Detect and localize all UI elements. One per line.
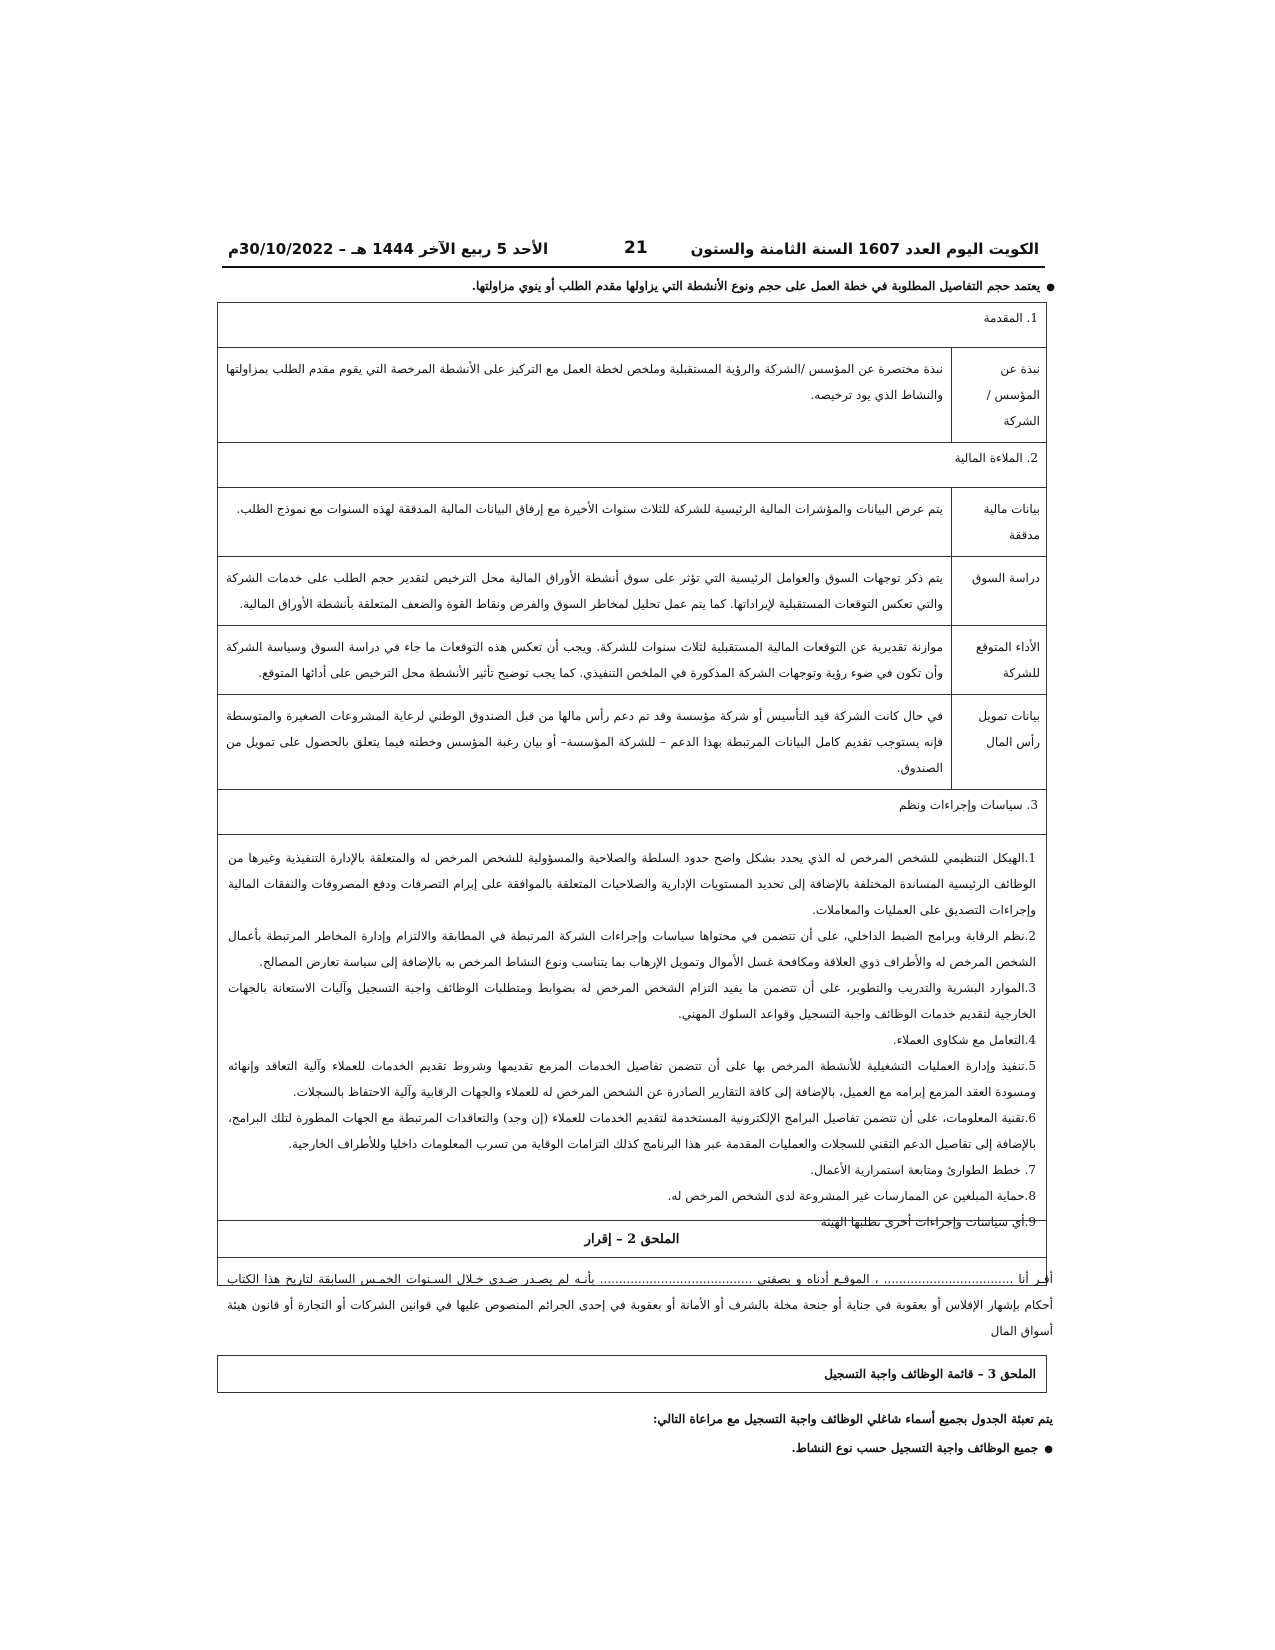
list-item: 9.أي سياسات وإجراءات أخرى تطلبها الهيئة: [820, 1215, 1036, 1229]
row-text: موازنة تقديرية عن التوقعات المالية المستقبلية لثلاث سنوات للشركة. ويجب أن تعكس هذه التوقعات ما جاء في دراسة السوق وسياسة الشركة وأن تكون في ضوء رؤية وتوجهات الشركة المذكورة في الملخص التنفيذي. كما يجب توضيح تأثير الأنشطة محل الترخيص على أدائها المتوقع.: [218, 626, 952, 695]
row-text: في حال كانت الشركة قيد التأسيس أو شركة مؤسسة وقد تم دعم رأس مالها من قبل الصندوق الوطني لرعاية المشروعات الصغيرة والمتوسطة فإنه يستوجب تقديم كامل البيانات المرتبطة بهذا الدعم – للشركة المؤسسة– أو بيان رغبة المؤسس وخطته فيما يتعلق بالحصول على تمويل من الصندوق.: [218, 695, 952, 790]
row-label: بيانات تمويل رأس المال: [952, 695, 1047, 790]
section-row: [218, 443, 1047, 488]
business-plan-table: [217, 302, 1047, 1286]
page-number: 21: [624, 238, 648, 258]
annex-3-title: الملحق 3 – قائمة الوظائف واجبة التسجيل: [217, 1355, 1047, 1393]
list-item: 1.الهيكل التنظيمي للشخص المرخص له الذي يحدد بشكل واضح حدود السلطة والصلاحية والمسؤولية للشخص المرخص له والمتعلقة بالإدارة التنفيذية وغيرها من الوظائف الرئيسية المساندة المختلفة بالإضافة إلى تحديد المستويات الإدارية والصلاحيات المتعلقة بالموافقة على إبرام التصرفات ودفع المصروفات والنفقات المالية وإجراءات التصديق على العمليات والمعاملات.: [228, 851, 1036, 917]
list-item: 2.نظم الرقابة وبرامج الضبط الداخلي، على أن تتضمن في محتواها سياسات وإجراءات الشركة المرتبطة في المطابقة والالتزام وإدارة المخاطر المرتبطة بأعمال الشخص المرخص له والأطراف ذوي العلاقة ومكافحة غسل الأموال وتمويل الإرهاب بما يتناسب ونوع النشاط المرخص به بالإضافة إلى سياسة تعارض المصالح.: [228, 929, 1036, 969]
row-text: يتم عرض البيانات والمؤشرات المالية الرئيسية للشركة للثلاث سنوات الأخيرة مع إرفاق البيانات المالية المدققة لهذه السنوات مع نموذج الطلب.: [218, 488, 952, 557]
intro-bullet-text: يعتمد حجم التفاصيل المطلوبة في خطة العمل على حجم ونوع الأنشطة التي يزاولها مقدم الطلب أو ينوي مزاولتها.: [471, 279, 1041, 293]
list-item: 8.حماية المبلغين عن الممارسات غير المشروعة لدى الشخص المرخص له.: [667, 1189, 1036, 1203]
policies-list: [218, 835, 1047, 1286]
section-row: [218, 790, 1047, 835]
row-label: بيانات مالية مدققة: [952, 488, 1047, 557]
table-row: [218, 835, 1047, 1286]
declaration-text: أقـر أنا .................................. ، الموقـع أدناه و بصفتي ........................................ بأنـه لم يصـدر ضـدي خـلال السـنوات الخمـس السابقة لتاريخ هذا الكتاب أحكام بإشهار الإفلاس أو بعقوبة في جناية أو جنحة مخلة بالشرف أو الأمانة أو بعقوبة في إحدى الجرائم المنصوص عليها في قوانين الشركات أو التجارة أو قانون هيئة أسواق المال: [227, 1272, 1053, 1338]
table-row: [218, 695, 1047, 790]
list-item: 6.تقنية المعلومات، على أن تتضمن تفاصيل البرامج الإلكترونية المستخدمة لتقديم الخدمات للعملاء (إن وجد) والتعاقدات المرتبطة مع الجهات المطورة لتلك البرامج، بالإضافة إلى تفاصيل الدعم التقني للسجلات والعمليات المقدمة عبر هذا البرنامج كذلك التزامات الوقاية من تسرب المعلومات داخليا وللأطراف الخارجية.: [228, 1111, 1036, 1151]
table-row: [218, 488, 1047, 557]
table-row: [218, 626, 1047, 695]
list-item: 5.تنفيذ وإدارة العمليات التشغيلية للأنشطة المرخص بها على أن تتضمن تفاصيل الخدمات المزمع تقديمها وشروط تقديم الخدمات للعملاء وآلية التعاقد وإنهائه ومسودة العقد المزمع إبرامه مع العميل، بالإضافة إلى كافة التقارير الصادرة عن الشخص المرخص له للعملاء والجهات الرقابية وآلية الاحتفاظ بالسجلات.: [228, 1059, 1036, 1099]
page-header: [222, 236, 1045, 268]
table-row: [218, 348, 1047, 443]
section-2-title: 2. الملاءة المالية: [218, 443, 1047, 488]
list-item: 4.التعامل مع شكاوى العملاء.: [892, 1033, 1036, 1047]
row-text: نبذة مختصرة عن المؤسس /الشركة والرؤية المستقبلية وملخص لخطة العمل مع التركيز على الأنشطة المرخصة التي يقوم مقدم الطلب بمزاولتها والنشاط الذي يود ترخيصه.: [218, 348, 952, 443]
section-row: [218, 303, 1047, 348]
bullet-icon: ●: [1046, 282, 1055, 293]
table-row: [218, 557, 1047, 626]
row-text: يتم ذكر توجهات السوق والعوامل الرئيسية التي تؤثر على سوق أنشطة الأوراق المالية محل الترخيص لتقدير حجم الطلب على خدمات الشركة والتي تعكس التوقعات المستقبلية لإيراداتها. كما يتم عمل تحليل لمخاطر السوق والفرص ونقاط القوة والضعف المتعلقة بأنشطة الأوراق المالية.: [218, 557, 952, 626]
row-label: الأداء المتوقع للشركة: [952, 626, 1047, 695]
list-item: 7. خطط الطوارئ ومتابعة استمرارية الأعمال.: [810, 1163, 1036, 1177]
row-label: دراسة السوق: [952, 557, 1047, 626]
list-item: 3.الموارد البشرية والتدريب والتطوير، على أن تتضمن ما يفيد التزام الشخص المرخص له بضوابط ومتطلبات الوظائف واجبة التسجيل وآليات الاستعانة بالجهات الخارجية لتقديم خدمات الوظائف واجبة التسجيل وقواعد السلوك المهني.: [228, 981, 1036, 1021]
section-1-title: 1. المقدمة: [218, 303, 1047, 348]
header-issue: الكويت اليوم العدد 1607 السنة الثامنة والستون: [690, 240, 1039, 258]
annex-3-note: يتم تعبئة الجدول بجميع أسماء شاغلي الوظائف واجبة التسجيل مع مراعاة التالي:: [652, 1412, 1053, 1426]
header-date: الأحد 5 ربيع الآخر 1444 هـ – 30/10/2022م: [228, 240, 549, 258]
annex-3-bullet: [227, 1437, 1053, 1461]
row-label: نبذة عن المؤسس / الشركة: [952, 348, 1047, 443]
bullet-icon: ●: [1044, 1444, 1053, 1455]
section-3-title: 3. سياسات وإجراءات ونظم: [218, 790, 1047, 835]
intro-bullet: [225, 276, 1055, 298]
annex-3-bullet-text: جميع الوظائف واجبة التسجيل حسب نوع النشاط.: [791, 1441, 1039, 1455]
annex-2-title: الملحق 2 – إقرار: [217, 1220, 1047, 1258]
